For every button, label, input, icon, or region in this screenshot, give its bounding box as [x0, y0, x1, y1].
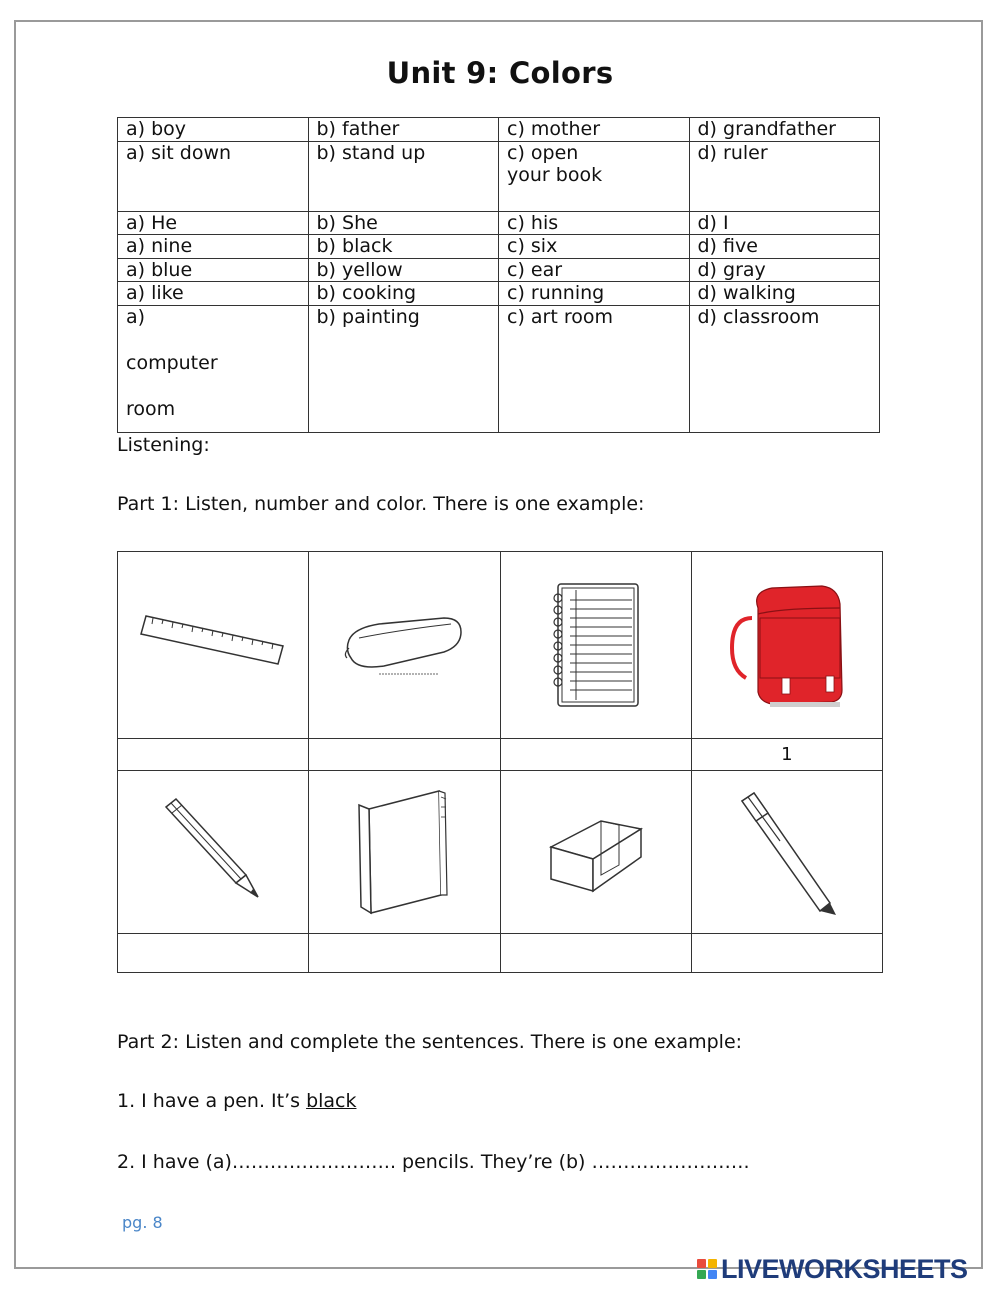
- logo-block: [708, 1270, 717, 1279]
- choice-cell: d) I: [689, 211, 880, 235]
- sentence-1-answer: black: [306, 1090, 357, 1112]
- backpack-icon: [722, 578, 852, 713]
- logo-block: [708, 1259, 717, 1268]
- choice-cell: c) six: [499, 235, 690, 259]
- logo-block: [697, 1259, 706, 1268]
- answer-box[interactable]: [118, 739, 309, 771]
- picture-cell: [309, 552, 500, 739]
- answer-box[interactable]: [691, 934, 882, 973]
- choice-cell: c) running: [499, 282, 690, 306]
- choice-cell: c) mother: [499, 118, 690, 142]
- choice-cell: b) painting: [308, 305, 499, 432]
- picture-cell: [118, 552, 309, 739]
- choice-cell: c) his: [499, 211, 690, 235]
- picture-cell: [500, 552, 691, 739]
- number-row: [118, 739, 883, 771]
- picture-row: [118, 552, 883, 739]
- picture-cell: [500, 771, 691, 934]
- choice-cell: d) walking: [689, 282, 880, 306]
- answer-box[interactable]: [500, 934, 691, 973]
- choice-cell: a) blue: [118, 258, 309, 282]
- table-row: [118, 235, 880, 259]
- picture-cell: [118, 771, 309, 934]
- sentence-2[interactable]: 2. I have (a)…………………….. pencils. They’re (b) …………………….: [117, 1151, 750, 1173]
- pen-icon: [732, 787, 842, 917]
- logo-text: LIVEWORKSHEETS: [721, 1253, 968, 1284]
- choice-cell: c) art room: [499, 305, 690, 432]
- eraser-icon: [541, 807, 651, 897]
- book-icon: [349, 787, 459, 917]
- sentence-1: [117, 1090, 357, 1112]
- part1-instruction: Part 1: Listen, number and color. There is one example:: [117, 493, 645, 515]
- number-row: [118, 934, 883, 973]
- ruler-icon: [138, 610, 288, 680]
- table-row: [118, 258, 880, 282]
- choice-cell: c) ear: [499, 258, 690, 282]
- picture-row: [118, 771, 883, 934]
- picture-cell: [691, 552, 882, 739]
- choice-cell: [118, 305, 309, 432]
- answer-box[interactable]: [309, 739, 500, 771]
- choice-cell: d) five: [689, 235, 880, 259]
- notebook-icon: [546, 580, 646, 710]
- choice-cell: d) classroom: [689, 305, 880, 432]
- table-row: [118, 305, 880, 432]
- table-row: [118, 211, 880, 235]
- choice-cell: b) yellow: [308, 258, 499, 282]
- choice-cell: b) father: [308, 118, 499, 142]
- choice-cell-wrap: a) computer room: [126, 305, 218, 420]
- choice-cell: b) black: [308, 235, 499, 259]
- logo-blocks-icon: [697, 1259, 717, 1279]
- choice-cell: a) nine: [118, 235, 309, 259]
- choice-cell: [499, 141, 690, 211]
- choices-table: [117, 117, 880, 433]
- part2-instruction: Part 2: Listen and complete the sentences. There is one example:: [117, 1031, 743, 1053]
- liveworksheets-logo: [697, 1254, 968, 1284]
- picture-cell: [691, 771, 882, 934]
- choice-cell: d) gray: [689, 258, 880, 282]
- picture-table: [117, 551, 883, 973]
- table-row: [118, 141, 880, 211]
- logo-block: [697, 1270, 706, 1279]
- choice-cell: d) grandfather: [689, 118, 880, 142]
- table-row: [118, 118, 880, 142]
- answer-box[interactable]: 1: [691, 739, 882, 771]
- answer-box[interactable]: [500, 739, 691, 771]
- answer-box[interactable]: [118, 934, 309, 973]
- choice-cell: a) He: [118, 211, 309, 235]
- page-number: pg. 8: [122, 1213, 163, 1232]
- sentence-1-text: 1. I have a pen. It’s: [117, 1090, 307, 1112]
- choice-cell-wrap: c) open your book: [507, 141, 603, 186]
- choice-cell: a) sit down: [118, 141, 309, 211]
- pencil-case-icon: [339, 610, 469, 680]
- choice-cell: b) She: [308, 211, 499, 235]
- choice-cell: a) boy: [118, 118, 309, 142]
- pencil-icon: [158, 797, 268, 907]
- listening-label: Listening:: [117, 434, 210, 456]
- choice-cell: b) stand up: [308, 141, 499, 211]
- picture-cell: [309, 771, 500, 934]
- choice-cell: d) ruler: [689, 141, 880, 211]
- choice-cell: a) like: [118, 282, 309, 306]
- choice-cell: b) cooking: [308, 282, 499, 306]
- page-title: Unit 9: Colors: [386, 56, 614, 90]
- answer-box[interactable]: [309, 934, 500, 973]
